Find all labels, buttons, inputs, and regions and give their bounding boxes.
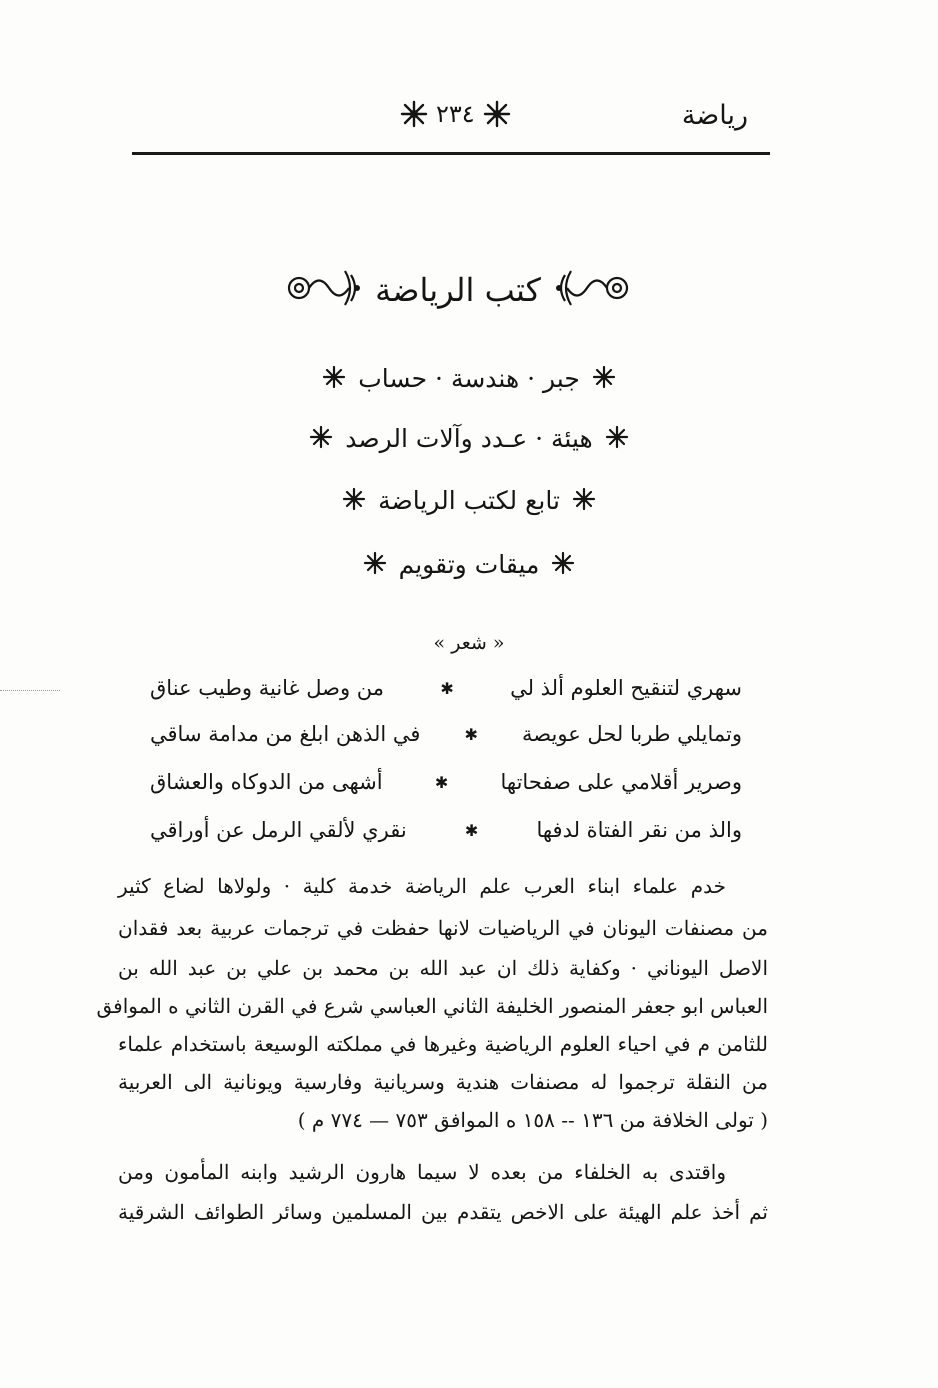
verse-separator-icon: ✱: [434, 772, 449, 792]
verse-second-hemistich: من وصل غانية وطيب عناق: [150, 676, 385, 700]
paragraph-line: العباس ابو جعفر المنصور الخليفة الثاني العباسي شرع في القرن الثاني ه الموافق: [96, 994, 768, 1018]
verse-second-hemistich: في الذهن ابلغ من مدامة ساقي: [150, 722, 421, 746]
paragraph-line: من النقلة ترجموا له مصنفات هندية وسريانية وفارسية ويونانية الى العربية: [118, 1070, 768, 1094]
asterisk-star-icon: [400, 100, 428, 128]
header-rule: [132, 152, 770, 155]
paragraph-line: للثامن م في احياء العلوم الرياضية وغيرها في مملكته الوسيعة باستخدام علماء: [118, 1032, 768, 1056]
scroll-flourish-icon: [285, 263, 365, 317]
paragraph-line: الاصل اليوناني · وكفاية ذلك ان عبد الله بن محمد بن علي بن عبد الله بن: [118, 956, 768, 980]
paragraph-line: ثم أخذ علم الهيئة على الاخص يتقدم بين المسلمين وسائر الطوائف الشرقية: [118, 1200, 768, 1224]
poem-verse: [150, 676, 742, 700]
running-header: [120, 96, 770, 146]
subtitle-line: [0, 364, 938, 393]
verse-separator-icon: ✱: [464, 724, 478, 744]
asterisk-star-icon: [483, 100, 511, 128]
verse-first-hemistich: وتمايلي طربا لحل عويصة: [522, 722, 742, 746]
asterisk-star-icon: [322, 365, 346, 393]
verse-first-hemistich: والذ من نقر الفتاة لدفها: [536, 818, 742, 842]
verse-second-hemistich: أشهى من الدوكاه والعشاق: [150, 770, 383, 794]
subtitle-text: جبر · هندسة · حساب: [358, 364, 580, 393]
asterisk-star-icon: [572, 487, 596, 515]
asterisk-star-icon: [342, 487, 366, 515]
asterisk-star-icon: [551, 551, 575, 579]
asterisk-star-icon: [605, 425, 629, 453]
poem-verse: [150, 770, 742, 794]
section-title: كتب الرياضة: [375, 271, 541, 309]
paragraph-line: خدم علماء ابناء العرب علم الرياضة خدمة كلية · ولولاها لضاع كثير: [118, 874, 726, 898]
scroll-flourish-icon: [551, 263, 631, 317]
subtitle-text: ميقات وتقويم: [398, 550, 540, 579]
subtitle-line: [0, 424, 938, 453]
paragraph-line: من مصنفات اليونان في الرياضيات لانها حفظت في ترجمات عربية بعد فقدان: [118, 916, 768, 940]
scan-artifact-dots: [0, 690, 60, 693]
paragraph-line: ( تولى الخلافة من ١٣٦ -- ١٥٨ ه الموافق ٧٥٣ — ٧٧٤ م ): [297, 1108, 768, 1132]
verse-first-hemistich: سهري لتنقيح العلوم ألذ لي: [510, 676, 742, 700]
verse-separator-icon: ✱: [440, 678, 454, 698]
subtitle-line: [0, 550, 938, 579]
running-title: رياضة: [681, 100, 748, 131]
asterisk-star-icon: [592, 365, 616, 393]
asterisk-star-icon: [309, 425, 333, 453]
paragraph-line: واقتدى به الخلفاء من بعده لا سيما هارون الرشيد وابنه المأمون ومن: [118, 1160, 726, 1184]
asterisk-star-icon: [363, 551, 387, 579]
subtitle-line: [0, 486, 938, 515]
page-number: ٢٣٤: [436, 100, 475, 128]
verse-second-hemistich: نقري لألقي الرمل عن أوراقي: [150, 818, 407, 842]
subtitle-text: تابع لكتب الرياضة: [378, 486, 560, 515]
page-number-group: [400, 100, 511, 128]
verse-separator-icon: ✱: [464, 820, 479, 840]
poem-verse: [150, 818, 742, 842]
section-title-row: [258, 258, 658, 322]
verse-first-hemistich: وصرير أقلامي على صفحاتها: [500, 770, 742, 794]
subtitle-text: هيئة · عـدد وآلات الرصد: [345, 424, 593, 453]
poem-verse: [150, 722, 742, 746]
poem-label: « شعر »: [433, 632, 505, 654]
